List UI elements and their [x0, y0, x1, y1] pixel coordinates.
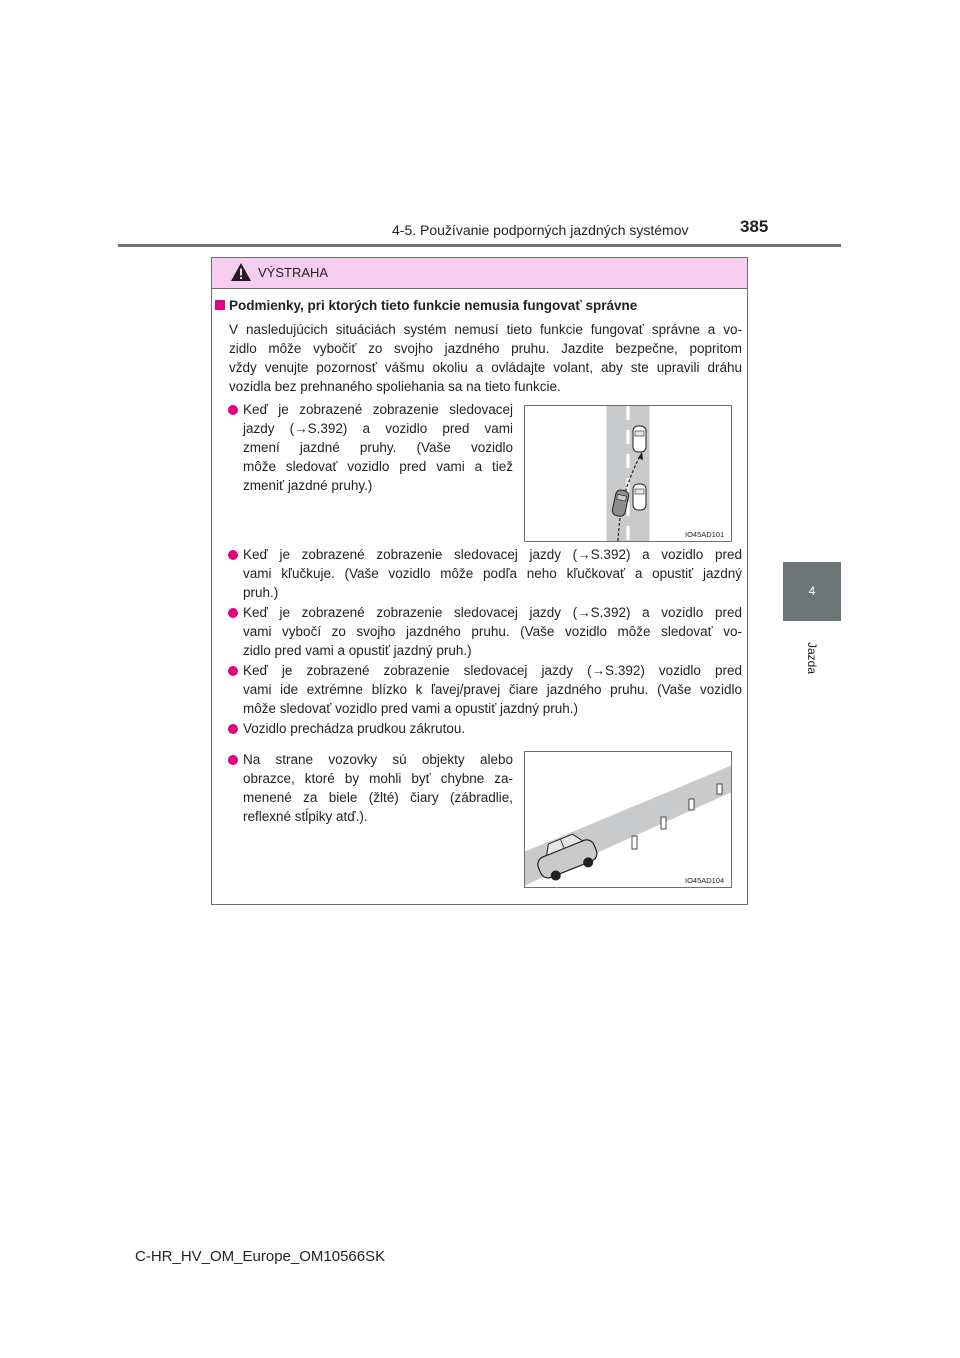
text-line: zmení jazdné pruhy. (Vaše vozidlo	[243, 440, 513, 455]
bullet-item	[243, 661, 742, 718]
text-line: Keď je zobrazené zobrazenie sledovacej jazdy (→S.392) a vozidlo pred	[243, 605, 742, 620]
bullet-item	[243, 603, 742, 660]
bullet-dot-icon	[228, 550, 238, 560]
text-line: zmeniť jazdné pruhy.)	[243, 478, 373, 493]
bullet-dot-icon	[228, 755, 238, 765]
square-bullet-icon	[215, 300, 225, 310]
text-line: vždy venujte pozornosť vášmu okoliu a ovládajte volant, aby ste upravili dráhu	[229, 360, 742, 375]
bullet-item	[243, 400, 513, 495]
text-line: zidlo pred vami a opustiť jazdný pruh.)	[243, 643, 472, 658]
text-line: môže sledovať vozidlo pred vami a tiež	[243, 459, 513, 474]
intro-paragraph	[229, 320, 742, 396]
text-line: obrazce, ktoré by mohli byť chybne za-	[243, 771, 513, 786]
chapter-tab[interactable]	[783, 562, 841, 621]
section-title: 4-5. Používanie podporných jazdných systémov	[392, 222, 689, 238]
chapter-label: Jazda	[805, 641, 819, 675]
page-number: 385	[740, 217, 769, 236]
text-line: reflexné stĺpiky atď.).	[243, 809, 368, 824]
document-id: C-HR_HV_OM_Europe_OM10566SK	[135, 1248, 386, 1265]
warning-subheading	[215, 298, 745, 313]
figure-code: IO45AD104	[685, 876, 725, 885]
bullet-dot-icon	[228, 405, 238, 415]
bullet-item	[243, 750, 513, 826]
text-line: Keď je zobrazené zobrazenie sledovacej jazdy (→S.392) vozidlo pred	[243, 663, 742, 678]
text-line: pruh.)	[243, 585, 279, 600]
text-line: V nasledujúcich situáciách systém nemusí tieto funkcie fungovať správne a vo-	[229, 322, 742, 337]
text-line: môže sledovať vozidlo pred vami a opustiť jazdný pruh.)	[243, 701, 579, 716]
warning-header	[212, 258, 747, 289]
subheading-text: Podmienky, pri ktorých tieto funkcie nemusia fungovať správne	[229, 298, 638, 313]
text-line: vami vybočí zo svojho jazdného pruhu. (Vaše vozidlo môže sledovať vo-	[243, 624, 742, 639]
warning-title: VÝSTRAHA	[258, 265, 329, 280]
bullet-dot-icon	[228, 724, 238, 734]
lane-change-illustration	[525, 406, 731, 541]
roadside-objects-illustration	[525, 752, 731, 887]
text-line: vami kľučkuje. (Vaše vozidlo môže podľa neho kľučkovať a opustiť jazdný	[243, 566, 742, 581]
text-line: vami ide extrémne blízko k ľavej/pravej čiare jazdného pruhu. (Vaše vozidlo	[243, 682, 742, 697]
bullet-dot-icon	[228, 666, 238, 676]
text-line: Keď je zobrazené zobrazenie sledovacej jazdy (→S.392) a vozidlo pred	[243, 547, 742, 562]
warning-triangle-icon	[230, 262, 252, 282]
text-line: menené za biele (žlté) čiary (zábradlie,	[243, 790, 513, 805]
figure-code: IO45AD101	[685, 530, 725, 539]
header-divider	[118, 244, 841, 247]
bullet-item	[243, 719, 742, 738]
bullet-dot-icon	[228, 608, 238, 618]
text-line: vozidla bez prehnaného spoliehania sa na tieto funkcie.	[229, 379, 561, 394]
text-line: Na strane vozovky sú objekty alebo	[243, 752, 513, 767]
bullet-item	[243, 545, 742, 602]
figure-lane-change	[524, 405, 732, 542]
chapter-number: 4	[808, 584, 816, 598]
text-line: Vozidlo prechádza prudkou zákrutou.	[243, 721, 466, 736]
text-line: zidlo môže vybočiť zo svojho jazdného pruhu. Jazdite bezpečne, popritom	[229, 341, 742, 356]
figure-roadside-objects	[524, 751, 732, 888]
text-line: Keď je zobrazené zobrazenie sledovacej	[243, 402, 513, 417]
text-line: jazdy (→S.392) a vozidlo pred vami	[243, 421, 513, 436]
